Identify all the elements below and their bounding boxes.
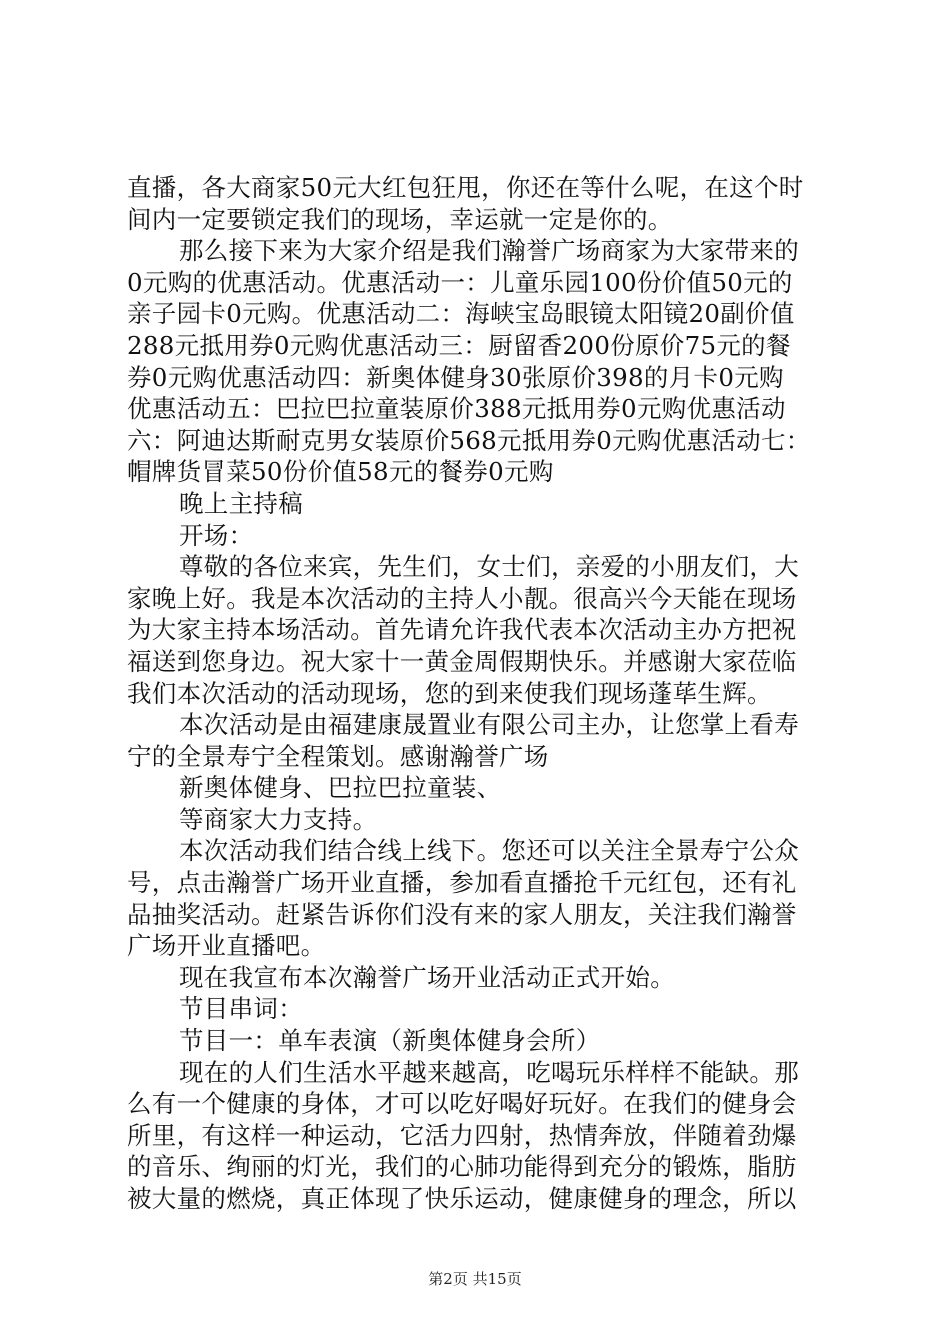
page-number-footer: 第2页 共15页 xyxy=(428,1270,522,1288)
text-line: 广场开业直播吧。 xyxy=(127,931,326,961)
text-line: 品抽奖活动。赶紧告诉你们没有来的家人朋友，关注我们瀚誉 xyxy=(127,899,797,929)
text-line: 帽牌货冒菜50份价值58元的餐券0元购 xyxy=(127,457,554,487)
section-heading: 晚上主持稿 xyxy=(179,488,303,518)
text-line: 亲子园卡0元购。优惠活动二：海峡宝岛眼镜太阳镜20副价值 xyxy=(127,299,795,329)
text-line: 0元购的优惠活动。优惠活动一：儿童乐园100份价值50元的 xyxy=(127,267,793,297)
text-line: 直播，各大商家50元大红包狂甩，你还在等什么呢，在这个时 xyxy=(127,173,804,202)
text-line: 288元抵用券0元购优惠活动三：厨留香200份原价75元的餐 xyxy=(127,330,791,360)
text-line: 福送到您身边。祝大家十一黄金周假期快乐。并感谢大家莅临 xyxy=(127,646,797,676)
text-line: 券0元购优惠活动四：新奥体健身30张原价398的月卡0元购 xyxy=(127,362,784,392)
text-line: 现在的人们生活水平越来越高，吃喝玩乐样样不能缺。那 xyxy=(179,1057,799,1087)
text-line: 号，点击瀚誉广场开业直播，参加看直播抢千元红包，还有礼 xyxy=(127,868,797,898)
text-line: 么有一个健康的身体，才可以吃好喝好玩好。在我们的健身会 xyxy=(127,1089,797,1119)
text-line: 优惠活动五：巴拉巴拉童装原价388元抵用券0元购优惠活动 xyxy=(127,394,786,424)
document-body xyxy=(127,172,827,1215)
text-line: 为大家主持本场活动。首先请允许我代表本次活动主办方把祝 xyxy=(127,615,797,645)
text-line: 尊敬的各位来宾，先生们，女士们，亲爱的小朋友们，大 xyxy=(179,552,799,582)
text-line: 家晚上好。我是本次活动的主持人小靓。很高兴今天能在现场 xyxy=(127,583,797,613)
text-line: 现在我宣布本次瀚誉广场开业活动正式开始。 xyxy=(179,962,675,992)
text-line: 的音乐、绚丽的灯光，我们的心肺功能得到充分的锻炼，脂肪 xyxy=(127,1152,797,1182)
text-line: 本次活动是由福建康晟置业有限公司主办，让您掌上看寿 xyxy=(179,710,799,740)
text-line: 间内一定要锁定我们的现场，幸运就一定是你的。 xyxy=(127,204,673,234)
text-line: 节目串词： xyxy=(179,994,303,1024)
text-line: 我们本次活动的活动现场，您的到来使我们现场蓬荜生辉。 xyxy=(127,678,772,708)
text-line: 那么接下来为大家介绍是我们瀚誉广场商家为大家带来的 xyxy=(179,236,799,266)
text-line: 新奥体健身、巴拉巴拉童装、 xyxy=(179,773,502,803)
text-line: 所里，有这样一种运动，它活力四射，热情奔放，伴随着劲爆 xyxy=(127,1120,797,1150)
text-line: 等商家大力支持。 xyxy=(179,804,378,834)
text-line: 节目一：单车表演（新奥体健身会所） xyxy=(179,1026,601,1056)
text-line: 本次活动我们结合线上线下。您还可以关注全景寿宁公众 xyxy=(179,836,799,866)
text-line: 被大量的燃烧，真正体现了快乐运动，健康健身的理念，所以 xyxy=(127,1184,797,1213)
text-line: 开场： xyxy=(179,520,254,550)
text-line: 六：阿迪达斯耐克男女装原价568元抵用券0元购优惠活动七： xyxy=(127,425,811,455)
text-line: 宁的全景寿宁全程策划。感谢瀚誉广场 xyxy=(127,741,549,771)
